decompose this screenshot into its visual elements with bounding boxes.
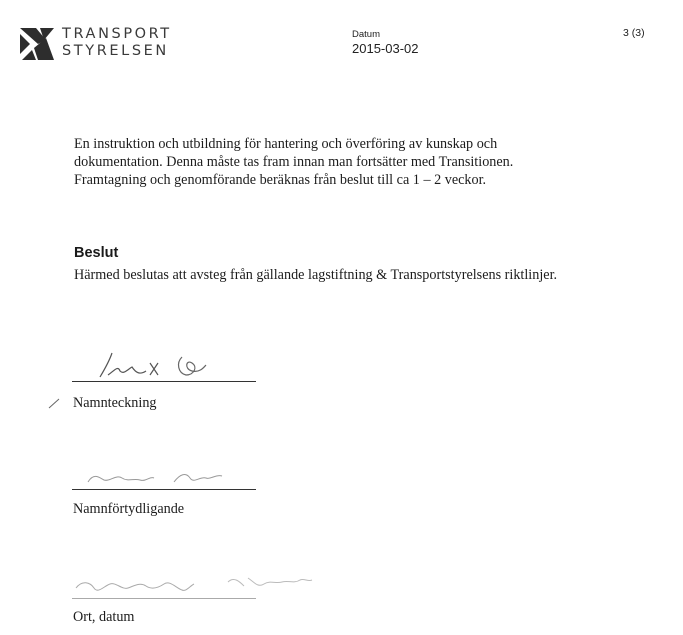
handwritten-signature	[80, 345, 220, 390]
logo-line-1: TRANSPORT	[62, 26, 172, 42]
signature-line	[72, 381, 256, 382]
page-number: 3 (3)	[623, 27, 645, 39]
instruction-paragraph: En instruktion och utbildning för hantering och överföring av kunskap och dokumentation. Denna måste tas fram innan man fortsätter med Transitionen. Framtagning och genomförande beräknas från beslut till ca 1 – 2 veckor.	[74, 136, 514, 188]
place-date-label: Ort, datum	[73, 609, 135, 625]
signature-label: Namnteckning	[73, 395, 157, 411]
decision-text: Härmed beslutas att avsteg från gällande lagstiftning & Transportstyrelsens riktlinjer.	[74, 267, 558, 283]
logo-mark-icon	[20, 28, 56, 60]
handwritten-name-clarification	[82, 460, 242, 490]
name-clarification-label: Namnförtydligande	[73, 501, 185, 517]
handwritten-place-date	[72, 568, 322, 602]
decision-heading: Beslut	[74, 245, 119, 261]
name-clarification-line	[72, 489, 256, 490]
logo-line-2: STYRELSEN	[62, 43, 169, 59]
date-label: Datum	[352, 29, 380, 40]
place-date-line	[72, 598, 256, 599]
date-value: 2015-03-02	[352, 41, 419, 56]
pen-mark	[48, 396, 62, 410]
transportstyrelsen-logo	[20, 26, 180, 66]
